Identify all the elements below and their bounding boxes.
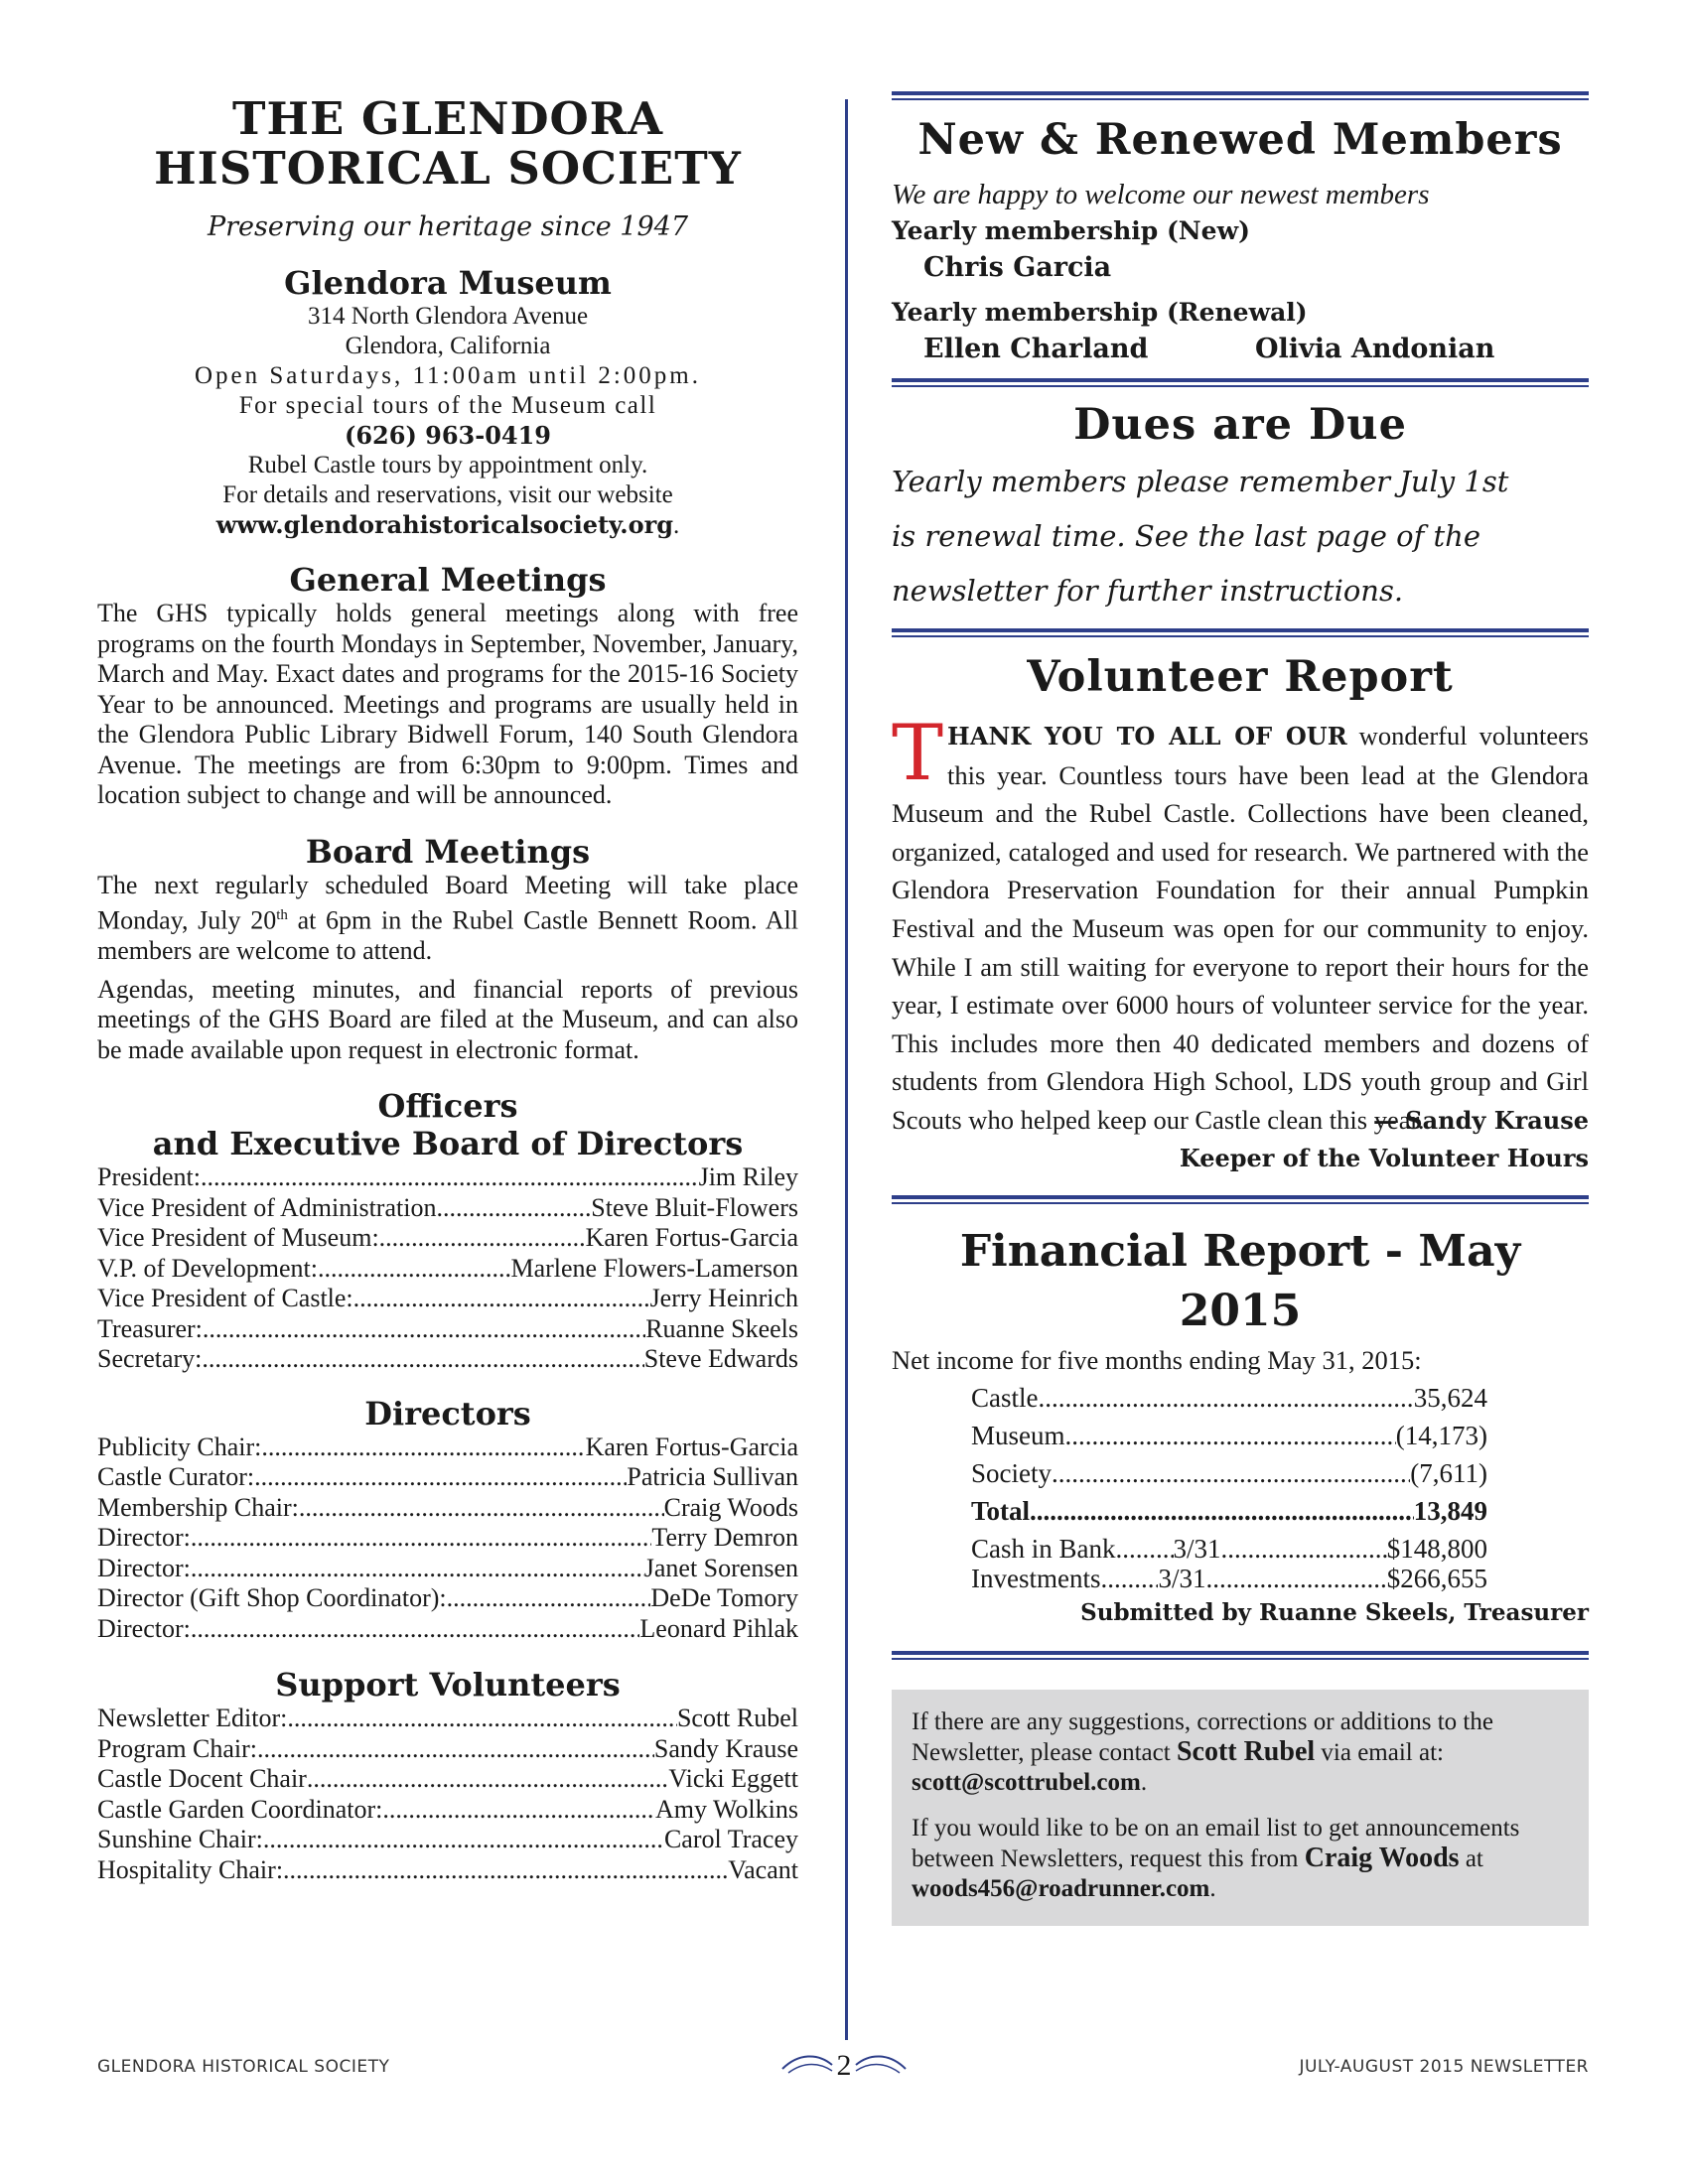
officer-row-value: Ruanne Skeels — [645, 1313, 798, 1343]
general-meetings-section — [97, 561, 798, 811]
email-list-link[interactable]: woods456@roadrunner.com — [912, 1874, 1210, 1902]
general-meetings-heading: General Meetings — [289, 561, 607, 599]
director-row-label: Castle Curator: — [97, 1462, 255, 1492]
financial-row-label: Castle — [971, 1382, 1039, 1413]
directors-list — [97, 1433, 798, 1645]
officer-row-label: Vice President of Castle: — [97, 1284, 353, 1313]
leader-dots — [436, 1193, 591, 1224]
leader-dots — [1052, 1454, 1410, 1492]
officer-row — [97, 1193, 798, 1224]
director-row — [97, 1462, 798, 1493]
officer-row-value: Steve Bluit-Flowers — [591, 1192, 798, 1222]
volunteer-row-value: Amy Wolkins — [654, 1794, 798, 1824]
leader-dots — [307, 1764, 669, 1795]
investments-row: Investments ..... 3/31 ..... $266,655 — [971, 1564, 1487, 1593]
leader-dots — [263, 1825, 664, 1855]
officer-row — [97, 1254, 798, 1285]
leader-dots — [353, 1284, 650, 1314]
volunteer-row-label: Castle Docent Chair — [97, 1764, 307, 1794]
financial-section — [892, 1222, 1589, 1633]
leader-dots — [202, 1344, 643, 1375]
footer-issue: JULY-AUGUST 2015 NEWSLETTER — [1299, 2057, 1589, 2077]
director-row-value: Karen Fortus-Garcia — [585, 1432, 798, 1461]
volunteer-row-value: Vacant — [728, 1854, 798, 1884]
board-meetings-text: The next regularly scheduled Board Meeting will take place Monday, July 20th at 6pm in the Rubel Castle Bennett Room. All members are welcome to attend. — [97, 870, 798, 966]
officer-row-label: Treasurer: — [97, 1313, 203, 1343]
drop-cap: T — [892, 709, 944, 798]
castle-tours: Rubel Castle tours by appointment only. — [247, 452, 648, 478]
museum-tours: For special tours of the Museum call — [238, 392, 657, 419]
dues-heading: Dues are Due — [1073, 400, 1407, 450]
leader-dots — [191, 1523, 652, 1554]
officers-section — [97, 1087, 798, 1375]
column-divider — [845, 99, 848, 2040]
officer-row — [97, 1344, 798, 1375]
officer-row-value: Karen Fortus-Garcia — [585, 1223, 798, 1253]
section-rule — [892, 378, 1589, 387]
renewed-members — [892, 331, 1589, 368]
website-link[interactable]: www.glendorahistoricalsociety.org — [215, 510, 674, 539]
website-line — [97, 510, 798, 541]
leader-dots — [191, 1614, 640, 1645]
director-row-value: Leonard Pihlak — [639, 1613, 798, 1643]
section-rule — [892, 1195, 1589, 1204]
director-row-label: Director: — [97, 1613, 191, 1643]
leader-dots — [254, 1462, 627, 1493]
director-row-label: Director (Gift Shop Coordinator): — [97, 1583, 447, 1613]
financial-row — [971, 1454, 1487, 1492]
financial-row-value: 13,849 — [1413, 1495, 1487, 1526]
officers-heading-2: and Executive Board of Directors — [152, 1125, 744, 1163]
volunteer-row-value: Scott Rubel — [676, 1704, 798, 1733]
membership-new-label: Yearly membership (New) — [892, 216, 1250, 245]
director-row — [97, 1583, 798, 1614]
leader-dots — [1065, 1417, 1396, 1454]
org-title-line-1: THE GLENDORA — [231, 92, 663, 145]
director-row — [97, 1554, 798, 1584]
org-title — [97, 94, 798, 194]
note-paragraph-1: If there are any suggestions, corrections or additions to the Newsletter, please contact Scott Rubel via email at: scott@scottrubel.com. — [912, 1707, 1493, 1796]
cash-in-bank-row: Cash in Bank ..... 3/31 ..... $148,800 — [971, 1534, 1487, 1564]
officers-heading-1: Officers — [377, 1087, 518, 1126]
director-row-value: Patricia Sullivan — [627, 1462, 798, 1492]
board-meetings-heading: Board Meetings — [305, 832, 591, 871]
officer-row-label: Vice President of Administration — [97, 1192, 437, 1222]
officers-list — [97, 1162, 798, 1375]
director-row — [97, 1433, 798, 1463]
leader-dots — [283, 1855, 728, 1886]
volunteer-row-value: Carol Tracey — [663, 1825, 798, 1854]
museum-address-2: Glendora, California — [345, 333, 551, 359]
museum-details: For details and reservations, visit our website — [222, 481, 673, 508]
volunteer-row — [97, 1855, 798, 1886]
members-heading: New & Renewed Members — [917, 115, 1563, 165]
financial-row — [971, 1379, 1487, 1417]
volunteer-row-value: Sandy Krause — [653, 1733, 798, 1763]
leader-dots — [261, 1433, 585, 1463]
financial-row-value: 35,624 — [1413, 1382, 1487, 1413]
dues-line-2: is renewal time. See the last page of the — [892, 519, 1481, 553]
support-volunteers-section — [97, 1666, 798, 1885]
members-section — [892, 114, 1589, 368]
volunteer-row — [97, 1704, 798, 1734]
volunteer-report-section — [892, 651, 1589, 1177]
leader-dots — [203, 1314, 645, 1345]
volunteer-report-text: THANK YOU TO ALL OF OUR wonderful volunteers this year. Countless tours have been lead at the Glendora Museum and the Rubel Castle. Collections have been cleaned, organized, cataloged and used for research. We partnered with the Glendora Preservation Foundation for their annual Pumpkin Festival and the Museum was open for our community to enjoy. While I am still waiting for everyone to report their hours for the year, I estimate over 6000 hours of volunteer service for the year. This includes more then 40 dedicated members and dozens of students from Glendora High School, LDS youth group and Girl Scouts who helped keep our Castle clean this year. — [892, 709, 1589, 1135]
officer-row — [97, 1162, 798, 1193]
officer-row — [97, 1284, 798, 1314]
officer-row-label: Vice President of Museum: — [97, 1223, 379, 1253]
volunteer-row-label: Castle Garden Coordinator: — [97, 1794, 383, 1824]
footer-org-name: GLENDORA HISTORICAL SOCIETY — [97, 2057, 390, 2077]
director-row-value: Craig Woods — [663, 1492, 798, 1522]
museum-heading: Glendora Museum — [284, 264, 612, 302]
page-number: 2 — [836, 2049, 852, 2082]
financial-row-label: Total — [971, 1495, 1031, 1526]
financial-row-label: Museum — [971, 1420, 1065, 1450]
financial-row-label: Society — [971, 1457, 1052, 1488]
dues-section — [892, 399, 1589, 618]
officer-row-value: Marlene Flowers-Lamerson — [510, 1253, 798, 1283]
officer-row-label: President: — [97, 1162, 201, 1192]
leader-dots — [299, 1493, 664, 1524]
page-number-ornament — [774, 2043, 914, 2089]
dues-line-1: Yearly members please remember July 1st — [892, 465, 1509, 498]
board-meetings-section — [97, 833, 798, 1066]
section-rule — [892, 1651, 1589, 1660]
director-row-label: Membership Chair: — [97, 1492, 299, 1522]
note-paragraph-2: If you would like to be on an email list to get announcements between Newsletters, request this from Craig Woods at woods456@roadrunner.com. — [912, 1814, 1520, 1902]
section-rule — [892, 91, 1589, 100]
support-volunteers-list — [97, 1704, 798, 1885]
general-meetings-text: The GHS typically holds general meetings along with free programs on the fourth Mondays in September, November, January, March and May. Exact dates and programs for the 2015-16 Society Year to be announced. Meetings and programs are usually held in the Glendora Public Library Bidwell Forum, 140 South Glendora Avenue. The meetings are from 6:30pm to 9:00pm. Times and location subject to change and will be announced. — [97, 599, 799, 809]
director-row — [97, 1523, 798, 1554]
right-column — [892, 91, 1589, 1926]
volunteer-row — [97, 1734, 798, 1765]
members-intro: We are happy to welcome our newest members — [892, 179, 1430, 210]
financial-table — [971, 1379, 1487, 1593]
membership-renewal-label: Yearly membership (Renewal) — [892, 298, 1308, 327]
volunteer-row-label: Hospitality Chair: — [97, 1854, 284, 1884]
left-column — [97, 94, 798, 1885]
volunteer-row — [97, 1825, 798, 1855]
financial-row-value: (14,173) — [1395, 1420, 1487, 1450]
volunteer-row-label: Newsletter Editor: — [97, 1704, 288, 1733]
org-title-line-2: HISTORICAL SOCIETY — [154, 142, 742, 195]
financial-heading: Financial Report - May 2015 — [959, 1225, 1521, 1336]
leader-dots — [1030, 1492, 1414, 1530]
board-agendas-text: Agendas, meeting minutes, and financial reports of previous meetings of the GHS Board are filed at the Museum, and can also be made available upon request in electronic format. — [97, 974, 798, 1064]
director-row-label: Publicity Chair: — [97, 1432, 262, 1461]
director-row-value: Janet Sorensen — [643, 1553, 798, 1582]
director-row-value: Terry Demron — [651, 1523, 798, 1553]
leader-dots — [257, 1734, 654, 1765]
volunteer-signature-title: Keeper of the Volunteer Hours — [1179, 1143, 1589, 1172]
volunteer-row — [97, 1764, 798, 1795]
renewed-member-name: Ellen Charland — [923, 334, 1149, 364]
financial-row — [971, 1492, 1487, 1530]
director-row — [97, 1614, 798, 1645]
directors-section — [97, 1395, 798, 1645]
museum-address-1: 314 North Glendora Avenue — [307, 303, 589, 330]
support-volunteers-heading: Support Volunteers — [275, 1666, 621, 1705]
volunteer-signature: — Sandy Krause — [1372, 1105, 1589, 1135]
directors-heading: Directors — [364, 1394, 531, 1433]
director-row — [97, 1493, 798, 1524]
tagline: Preserving our heritage since 1947 — [207, 211, 689, 242]
director-row-label: Director: — [97, 1523, 191, 1553]
officer-row-label: V.P. of Development: — [97, 1253, 318, 1283]
financial-row — [971, 1417, 1487, 1454]
volunteer-row-label: Program Chair: — [97, 1733, 258, 1763]
dues-line-3: newsletter for further instructions. — [892, 574, 1404, 608]
officer-row-value: Jim Riley — [698, 1162, 798, 1192]
leader-dots — [382, 1795, 655, 1826]
director-row-label: Director: — [97, 1553, 191, 1582]
leader-dots — [1039, 1379, 1414, 1417]
editor-email-link[interactable]: scott@scottrubel.com — [912, 1768, 1141, 1796]
officer-row — [97, 1314, 798, 1345]
leader-dots — [379, 1223, 586, 1254]
officer-row-value: Jerry Heinrich — [649, 1284, 798, 1313]
section-rule — [892, 628, 1589, 637]
officer-row-label: Secretary: — [97, 1344, 203, 1374]
renewed-member-name: Olivia Andonian — [1255, 334, 1495, 364]
officer-row — [97, 1223, 798, 1254]
director-row-value: DeDe Tomory — [650, 1583, 798, 1613]
volunteer-row-value: Vicki Eggett — [668, 1764, 798, 1794]
leader-dots — [201, 1162, 699, 1193]
volunteer-row — [97, 1795, 798, 1826]
museum-phone: (626) 963-0419 — [344, 421, 552, 450]
leader-dots — [447, 1583, 651, 1614]
museum-hours: Open Saturdays, 11:00am until 2:00pm. — [194, 362, 702, 389]
museum-section — [97, 264, 798, 541]
website-suffix: . — [673, 512, 680, 539]
new-member-name: Chris Garcia — [923, 252, 1112, 283]
leader-dots — [287, 1704, 677, 1734]
volunteer-row-label: Sunshine Chair: — [97, 1825, 263, 1854]
officer-row-value: Steve Edwards — [643, 1344, 798, 1374]
volunteer-lead: HANK YOU TO ALL OF OUR — [947, 722, 1347, 751]
volunteer-report-heading: Volunteer Report — [1027, 652, 1454, 702]
financial-submitted: Submitted by Ruanne Skeels, Treasurer — [1080, 1598, 1589, 1626]
newsletter-note-box — [892, 1690, 1589, 1926]
leader-dots — [191, 1554, 644, 1584]
financial-row-value: (7,611) — [1410, 1457, 1487, 1488]
leader-dots — [318, 1254, 511, 1285]
financial-intro: Net income for five months ending May 31, 2015: — [892, 1344, 1422, 1375]
